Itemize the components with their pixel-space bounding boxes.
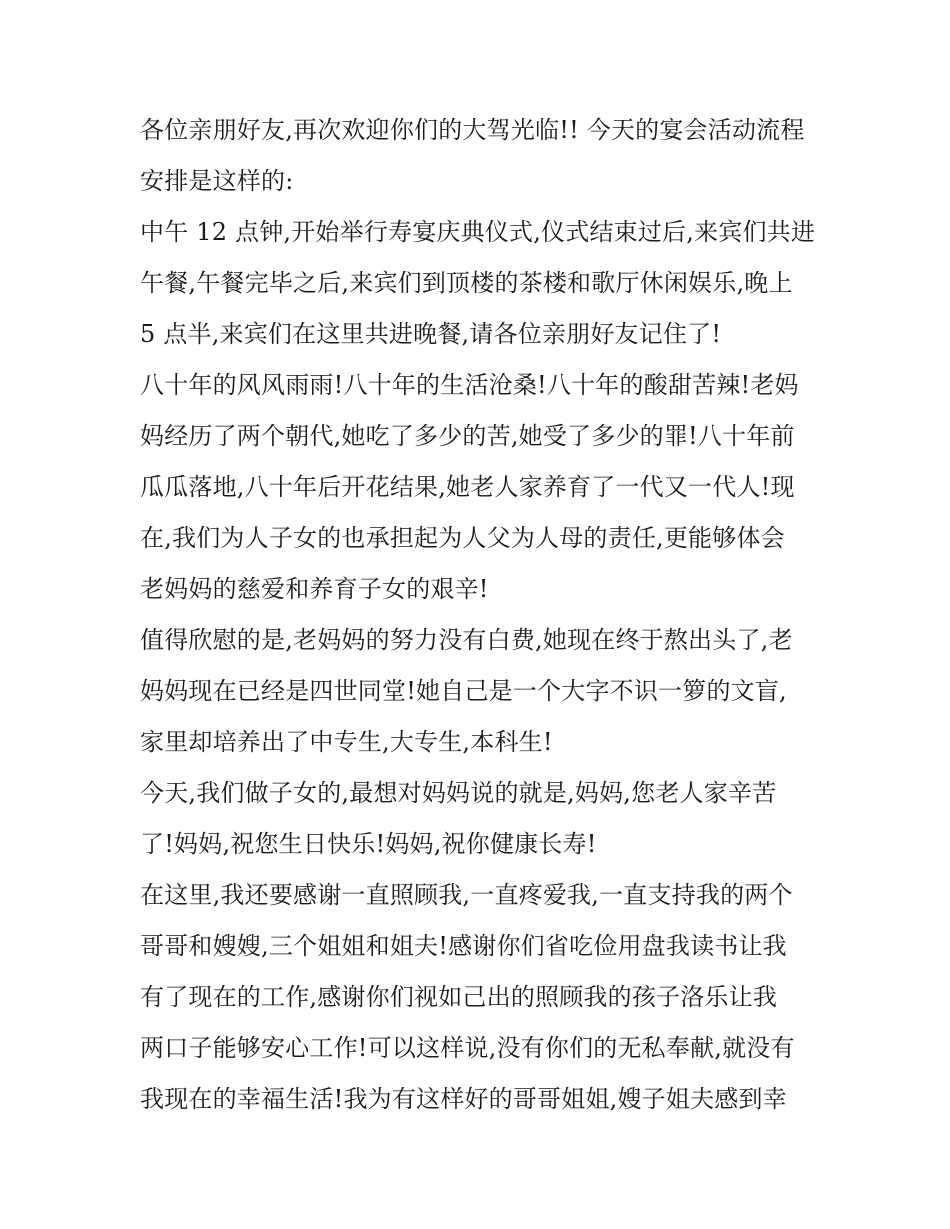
- text-line: 家里却培养出了中专生,大专生,本科生!: [140, 728, 553, 756]
- text-line: 在这里,我还要感谢一直照顾我,一直疼爱我,一直支持我的两个: [140, 881, 793, 909]
- document-body: [140, 105, 820, 1125]
- text-line: 了!妈妈,祝您生日快乐!妈妈,祝你健康长寿!: [140, 830, 597, 858]
- text-line: 中午 12 点钟,开始举行寿宴庆典仪式,仪式结束过后,来宾们共进: [140, 218, 816, 246]
- text-line: 哥哥和嫂嫂,三个姐姐和姐夫!感谢你们省吃俭用盘我读书让我: [140, 932, 787, 960]
- text-line: 今天,我们做子女的,最想对妈妈说的就是,妈妈,您老人家辛苦: [140, 779, 777, 807]
- text-line: 八十年的风风雨雨!八十年的生活沧桑!八十年的酸甜苦辣!老妈: [140, 371, 799, 399]
- text-line: 老妈妈的慈爱和养育子女的艰辛!: [140, 575, 489, 603]
- text-line: 我现在的幸福生活!我为有这样好的哥哥姐姐,嫂子姐夫感到幸: [140, 1085, 787, 1113]
- text-line: 5 点半,来宾们在这里共进晚餐,请各位亲朋好友记住了!: [140, 320, 722, 348]
- text-line: 安排是这样的:: [140, 167, 294, 195]
- text-line: 在,我们为人子女的也承担起为人父为人母的责任,更能够体会: [140, 524, 785, 552]
- text-line: 午餐,午餐完毕之后,来宾们到顶楼的茶楼和歌厅休闲娱乐,晚上: [140, 269, 793, 297]
- text-line: 妈妈现在已经是四世同堂!她自己是一个大字不识一箩的文盲,: [140, 677, 787, 705]
- text-line: 各位亲朋好友,再次欢迎你们的大驾光临!! 今天的宴会活动流程: [140, 116, 805, 144]
- text-line: 值得欣慰的是,老妈妈的努力没有白费,她现在终于熬出头了,老: [140, 626, 793, 654]
- text-line: 两口子能够安心工作!可以这样说,没有你们的无私奉献,就没有: [140, 1034, 795, 1062]
- text-line: 瓜瓜落地,八十年后开花结果,她老人家养育了一代又一代人!现: [140, 473, 795, 501]
- text-line: 妈经历了两个朝代,她吃了多少的苦,她受了多少的罪!八十年前: [140, 422, 795, 450]
- text-line: 有了现在的工作,感谢你们视如己出的照顾我的孩子洛乐让我: [140, 983, 778, 1011]
